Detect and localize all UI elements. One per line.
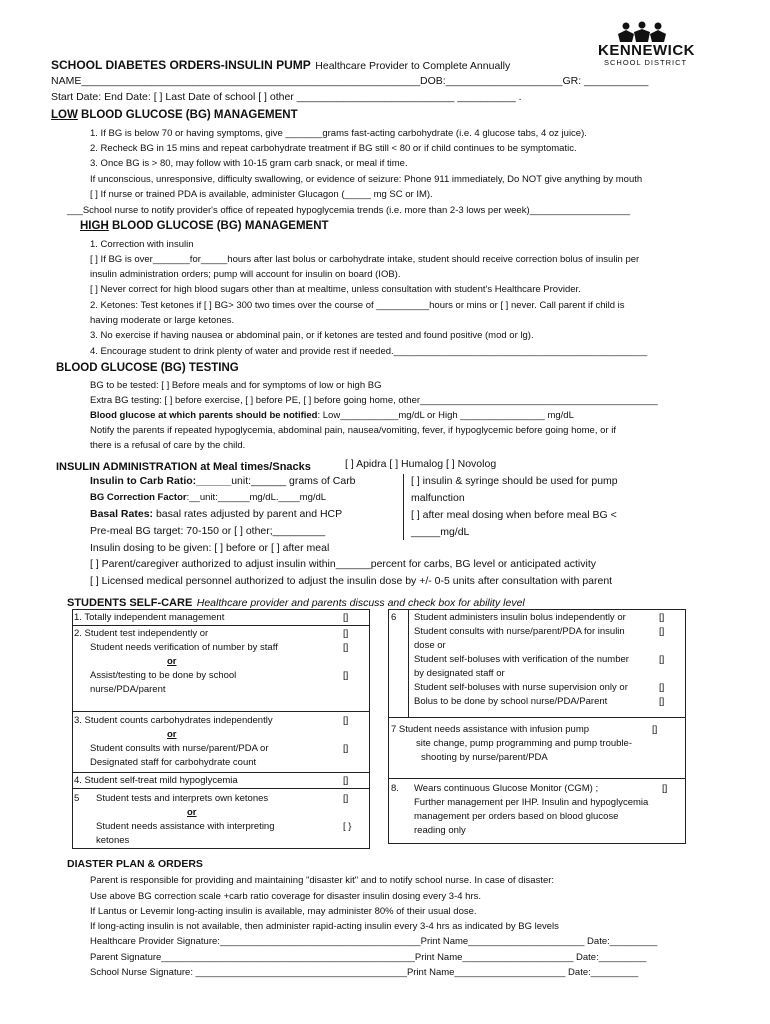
disaster-line: If Lantus or Levemir long-acting insulin is available, may administer 80% of their usual dose.	[90, 906, 477, 917]
high-item: insulin administration orders; pump will account for insulin on board (IOB).	[90, 269, 401, 280]
high-item[interactable]: [ ] If BG is over_______for_____hours after last bolus or carbohydrate intake, student should receive correction bolus of insulin per	[90, 254, 640, 265]
selfcare-item-6b: Student consults with nurse/parent/PDA for insulin	[414, 626, 625, 637]
insulin-heading-row	[56, 457, 311, 475]
after-meal-option[interactable]: [ ] after meal dosing when before meal BG <	[411, 509, 617, 521]
glucagon-option[interactable]: [ ] If nurse or trained PDA is available, administer Glucagon (_____ mg SC or IM).	[90, 189, 433, 200]
checkbox[interactable]: []	[343, 670, 349, 681]
provider-signature-line[interactable]: Healthcare Provider Signature:______________________________________Print Name______________________ Date:_________	[90, 936, 658, 947]
selfcare-item-8c: management per orders based on blood glucose	[414, 811, 619, 822]
selfcare-item-8b: Further management per IHP. Insulin and hypoglycemia	[414, 797, 649, 808]
checkbox[interactable]: []	[343, 743, 349, 754]
or-label: or	[167, 656, 177, 667]
selfcare-item-1: 1. Totally independent management	[74, 612, 225, 623]
low-item: ___School nurse to notify provider's office of repeated hypoglycemia trends (i.e. more than 2-3 lows per week)___________________	[67, 205, 631, 216]
checkbox[interactable]: []	[662, 783, 668, 794]
high-item: 4. Encourage student to drink plenty of water and provide rest if needed.________________________________________________	[90, 346, 648, 357]
low-item: 3. Once BG is > 80, may follow with 10-15 gram carb snack, or meal if time.	[90, 158, 408, 169]
selfcare-item-8d: reading only	[414, 825, 466, 836]
selfcare-item-7c: shooting by nurse/parent/PDA	[421, 752, 548, 763]
licensed-adjust-option[interactable]: [ ] Licensed medical personnel authorized to adjust the insulin dose by +/- 0-5 units after consultation with parent	[90, 575, 613, 587]
basal-rates-line: Basal Rates: basal rates adjusted by parent and HCP	[90, 508, 343, 520]
selfcare-item-6-num: 6	[391, 612, 397, 623]
selfcare-item-6a: Student administers insulin bolus independently or	[414, 612, 626, 623]
checkbox[interactable]: []	[343, 612, 349, 623]
syringe-option[interactable]: [ ] insulin & syringe should be used for pump	[411, 475, 618, 487]
parent-signature-line[interactable]: Parent Signature________________________________________________Print Name_____________________ Date:_________	[90, 952, 647, 963]
checkbox[interactable]: []	[343, 775, 349, 786]
checkbox[interactable]: []	[343, 628, 349, 639]
testing-line[interactable]: Extra BG testing: [ ] before exercise, [ ] before PE, [ ] before going home, other_____________________________________________	[90, 395, 658, 406]
disaster-line: Parent is responsible for providing and maintaining "disaster kit" and to notify school nurse. In case of disaster:	[90, 875, 555, 886]
high-item[interactable]: 2. Ketones: Test ketones if [ ] BG> 300 two times over the course of __________hours or mins or [ ] never. Call parent if child is	[90, 300, 625, 311]
checkbox[interactable]: []	[343, 715, 349, 726]
testing-line[interactable]: BG to be tested: [ ] Before meals and for symptoms of low or high BG	[90, 380, 382, 391]
after-meal-threshold[interactable]: _____mg/dL	[411, 526, 470, 538]
carb-ratio-line[interactable]: Insulin to Carb Ratio:______unit:______ grams of Carb	[90, 475, 356, 487]
form-title-row	[51, 56, 510, 74]
selfcare-item-7: 7 Student needs assistance with infusion pump	[391, 724, 590, 735]
low-item: 2. Recheck BG in 15 mins and repeat carbohydrate treatment if BG still < 80 or if child continues to be symptomatic.	[90, 143, 577, 154]
disaster-line: Use above BG correction scale +carb ratio coverage for disaster insulin dosing every 3-4 hrs.	[90, 891, 482, 902]
form-title: SCHOOL DIABETES ORDERS-INSULIN PUMP	[51, 58, 311, 72]
low-item: 1. If BG is below 70 or having symptoms, give _______grams fast-acting carbohydrate (i.e. 4 glucose tabs, 4 oz juice).	[90, 128, 587, 139]
notify-line[interactable]: Blood glucose at which parents should be notified: Low___________mg/dL or High ________________ mg/dL	[90, 410, 574, 421]
dosing-timing[interactable]: Insulin dosing to be given: [ ] before or [ ] after meal	[90, 542, 330, 554]
selfcare-heading-row: STUDENTS SELF-CARE Healthcare provider and parents discuss and check box for ability level	[67, 597, 525, 609]
selfcare-item-3: 3. Student counts carbohydrates independently	[74, 715, 273, 726]
form-subtitle: Healthcare Provider to Complete Annually	[315, 60, 511, 72]
nurse-signature-line[interactable]: School Nurse Signature: ________________________________________Print Name_____________________ Date:_________	[90, 967, 639, 978]
selfcare-item-6g: Bolus to be done by school nurse/PDA/Parent	[414, 696, 608, 707]
insulin-brands[interactable]: [ ] Apidra [ ] Humalog [ ] Novolog	[345, 458, 497, 470]
selfcare-item-2: 2. Student test independently or	[74, 628, 209, 639]
high-item[interactable]: [ ] Never correct for high blood sugars other than at mealtime, unless consultation with student's Healthcare Provider.	[90, 284, 581, 295]
insulin-divider	[403, 474, 404, 540]
high-item: 1. Correction with insulin	[90, 239, 194, 250]
district-logo	[596, 20, 695, 67]
checkbox[interactable]: [ }	[343, 821, 352, 832]
correction-factor-line[interactable]: BG Correction Factor:__unit:______mg/dL.____mg/dL	[90, 492, 327, 503]
disaster-line: If long-acting insulin is not available, then administer rapid-acting insulin every 3-4 hrs as indicated by BG levels	[90, 921, 559, 932]
checkbox[interactable]: []	[343, 642, 349, 653]
premeal-target[interactable]: Pre-meal BG target: 70-150 or [ ] other;_________	[90, 525, 326, 537]
selfcare-item-2b: Student needs verification of number by staff	[90, 642, 278, 653]
selfcare-item-3c: Designated staff for carbohydrate count	[90, 757, 257, 768]
low-item: If unconscious, unresponsive, difficulty swallowing, or evidence of seizure: Phone 911 immediately, Do NOT give anything by mouth	[90, 174, 643, 185]
checkbox[interactable]: []	[652, 724, 658, 735]
checkbox[interactable]: []	[659, 696, 665, 707]
name-dob-line[interactable]: NAME__________________________________________________________DOB:____________________GR: ___________	[51, 75, 649, 87]
selfcare-item-4: 4. Student self-treat mild hypoglycemia	[74, 775, 238, 786]
checkbox[interactable]: []	[343, 793, 349, 804]
checkbox[interactable]: []	[659, 682, 665, 693]
logo-name: KENNEWICK	[598, 42, 695, 59]
logo-subtitle: SCHOOL DISTRICT	[604, 58, 688, 67]
or-label: or	[187, 807, 197, 818]
selfcare-item-2c: Assist/testing to be done by school	[90, 670, 237, 681]
selfcare-item-6d: Student self-boluses with verification of the number	[414, 654, 629, 665]
parent-adjust-option[interactable]: [ ] Parent/caregiver authorized to adjust insulin within______percent for carbs, BG level or anticipated activity	[90, 558, 597, 570]
selfcare-item-8a: Wears continuous Glucose Monitor (CGM) ;	[414, 783, 599, 794]
selfcare-item-2d: nurse/PDA/parent	[90, 684, 166, 695]
selfcare-item-3b: Student consults with nurse/parent/PDA or	[90, 743, 269, 754]
bg-testing-heading: BLOOD GLUCOSE (BG) TESTING	[56, 362, 239, 374]
checkbox[interactable]: []	[659, 654, 665, 665]
low-bg-heading: LOW BLOOD GLUCOSE (BG) MANAGEMENT	[51, 109, 298, 121]
selfcare-item-8-num: 8.	[391, 783, 399, 794]
testing-line: Notify the parents if repeated hypoglycemia, abdominal pain, nausea/vomiting, fever, if hypoglycemic before going home, or if	[90, 425, 616, 436]
selfcare-item-5c: ketones	[96, 835, 130, 846]
selfcare-item-6c: dose or	[414, 640, 446, 651]
syringe-option-cont: malfunction	[411, 492, 465, 504]
high-bg-heading: HIGH BLOOD GLUCOSE (BG) MANAGEMENT	[80, 220, 329, 232]
checkbox[interactable]: []	[659, 626, 665, 637]
insulin-heading: INSULIN ADMINISTRATION at Meal times/Snacks	[56, 461, 311, 473]
dates-line[interactable]: Start Date: End Date: [ ] Last Date of school [ ] other ___________________________ __________ .	[51, 91, 522, 103]
high-item: 3. No exercise if having nausea or abdominal pain, or if ketones are tested and found positive (mod or lg).	[90, 330, 534, 341]
high-item: having moderate or large ketones.	[90, 315, 235, 326]
selfcare-item-5-num: 5	[74, 793, 80, 804]
selfcare-item-6f: Student self-boluses with nurse supervision only or	[414, 682, 628, 693]
selfcare-item-5: Student tests and interprets own ketones	[96, 793, 269, 804]
selfcare-item-7b: site change, pump programming and pump trouble-	[416, 738, 632, 749]
checkbox[interactable]: []	[659, 612, 665, 623]
testing-line: there is a refusal of care by the child.	[90, 440, 246, 451]
selfcare-item-5b: Student needs assistance with interpreting	[96, 821, 275, 832]
disaster-heading: DIASTER PLAN & ORDERS	[67, 858, 203, 870]
selfcare-item-6e: by designated staff or	[414, 668, 505, 679]
or-label: or	[167, 729, 177, 740]
